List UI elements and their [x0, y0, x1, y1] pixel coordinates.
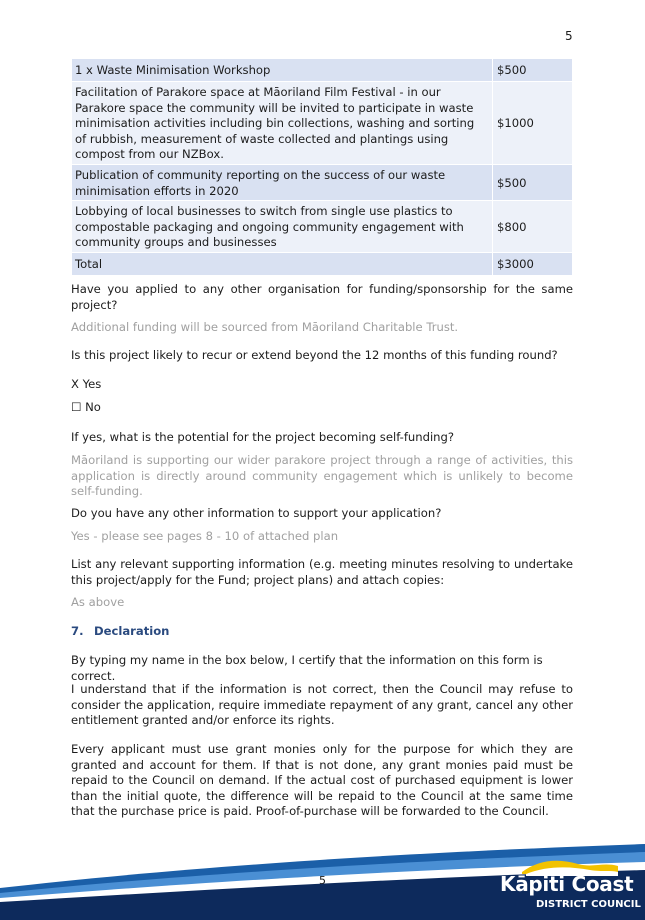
- budget-amount: $800: [493, 201, 573, 253]
- answer-other-info: Yes - please see pages 8 - 10 of attached plan: [71, 529, 339, 543]
- table-row: [72, 59, 573, 82]
- logo-name: Kāpiti Coast: [500, 872, 634, 896]
- budget-table: [71, 58, 573, 276]
- option-no-checkbox[interactable]: ☐ No: [71, 400, 101, 414]
- question-self-funding: If yes, what is the potential for the project becoming self-funding?: [71, 430, 455, 444]
- footer-page-number: 5: [319, 874, 326, 887]
- section-title: Declaration: [94, 624, 170, 638]
- budget-amount: $500: [493, 164, 573, 200]
- budget-item: Publication of community reporting on the success of our waste minimisation efforts in 2020: [72, 164, 493, 200]
- answer-self-funding: Māoriland is supporting our wider parakore project through a range of activities, this application is directly around community engagement which is unlikely to become self-funding.: [71, 453, 573, 499]
- answer-supporting-info: As above: [71, 595, 125, 609]
- logo-subtitle: DISTRICT COUNCIL: [536, 899, 641, 910]
- section-heading-declaration: [71, 624, 573, 640]
- question-supporting-info: List any relevant supporting information (e.g. meeting minutes resolving to undertake this project/apply for the Fund; project plans) and attach copies:: [71, 557, 573, 587]
- page-number-top: 5: [565, 29, 573, 43]
- kapiti-coast-logo: [498, 858, 645, 920]
- declaration-paragraph-2: I understand that if the information is not correct, then the Council may refuse to consider the application, require immediate repayment of any grant, cancel any other entitlement granted and/or enforce its rights.: [71, 682, 573, 728]
- question-recur: Is this project likely to recur or extend beyond the 12 months of this funding round?: [71, 348, 558, 362]
- budget-amount: $1000: [493, 82, 573, 165]
- budget-item: 1 x Waste Minimisation Workshop: [72, 59, 493, 82]
- table-row: [72, 201, 573, 253]
- declaration-paragraph-3: Every applicant must use grant monies only for the purpose for which they are granted and account for them. If that is not done, any grant monies paid must be repaid to the Council on demand. If the actual cost of purchased equipment is lower than the initial quote, the difference will be repaid to the Council at the same time that the purchase price is paid. Proof-of-purchase will be forwarded to the Council.: [71, 742, 573, 819]
- table-row: [72, 252, 573, 275]
- declaration-paragraph-1: By typing my name in the box below, I certify that the information on this form is correct.: [71, 653, 543, 683]
- option-yes-checked[interactable]: X Yes: [71, 377, 102, 391]
- budget-amount: $500: [493, 59, 573, 82]
- section-number: 7.: [71, 624, 84, 638]
- budget-total-label: Total: [72, 252, 493, 275]
- table-row: [72, 164, 573, 200]
- question-other-info: Do you have any other information to support your application?: [71, 506, 442, 520]
- budget-item: Facilitation of Parakore space at Māoriland Film Festival - in our Parakore space the community will be invited to participate in waste minimisation activities including bin collections, washing and sorting of rubbish, measurement of waste collected and plantings using compost from our NZBox.: [72, 82, 493, 165]
- answer-other-funding: Additional funding will be sourced from Māoriland Charitable Trust.: [71, 320, 459, 334]
- budget-item: Lobbying of local businesses to switch from single use plastics to compostable packaging and ongoing community engagement with community groups and businesses: [72, 201, 493, 253]
- table-row: [72, 82, 573, 165]
- question-other-funding: Have you applied to any other organisation for funding/sponsorship for the same project?: [71, 282, 573, 312]
- budget-total-amount: $3000: [493, 252, 573, 275]
